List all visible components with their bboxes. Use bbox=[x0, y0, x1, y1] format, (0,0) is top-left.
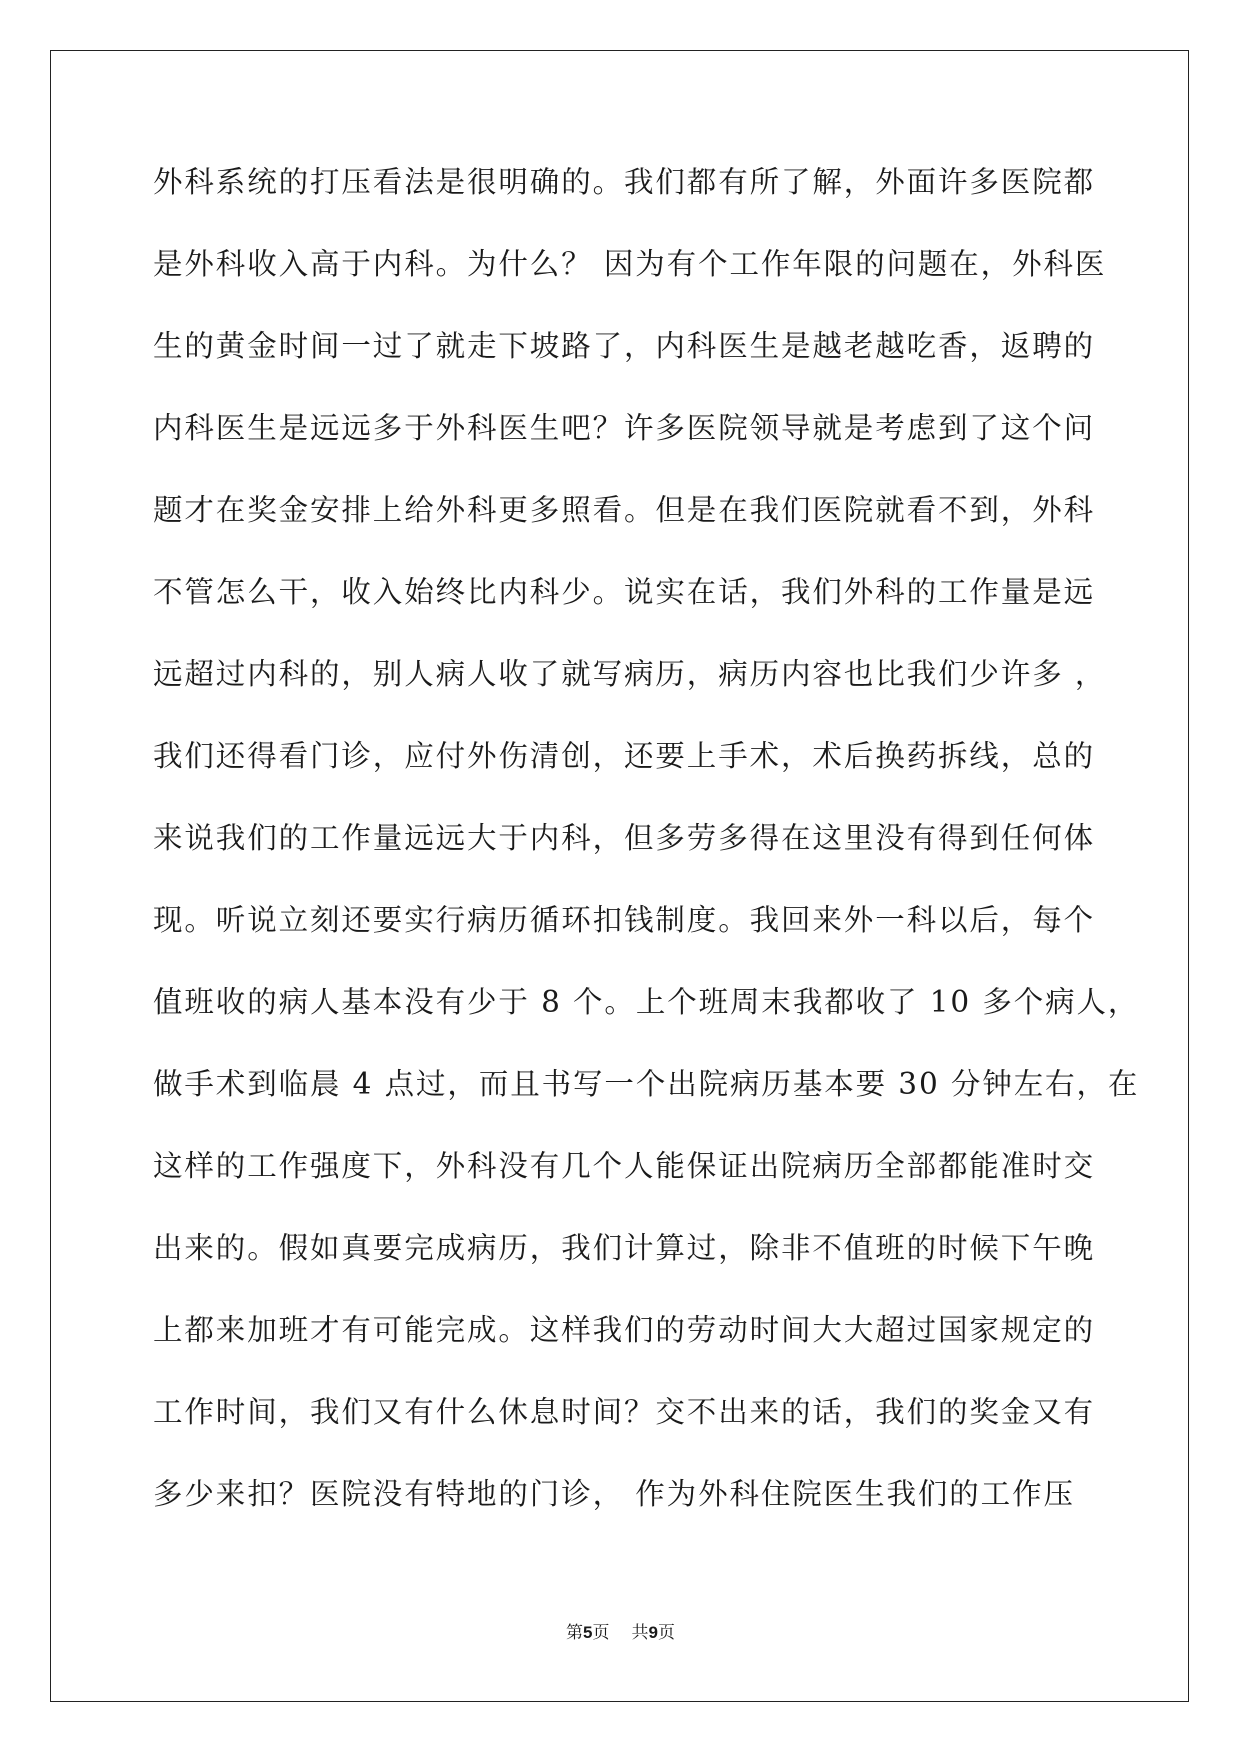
text-line: 远超过内科的，别人病人收了就写病历，病历内容也比我们少许多 ， bbox=[153, 657, 1107, 691]
text-line: 内科医生是远远多于外科医生吧？许多医院领导就是考虑到了这个问 bbox=[153, 411, 1096, 445]
text-line: 外科系统的打压看法是很明确的。我们都有所了解，外面许多医院都 bbox=[153, 165, 1096, 199]
text-line: 是外科收入高于内科。为什么？ 因为有个工作年限的问题在，外科医 bbox=[153, 247, 1107, 281]
total-prefix: 共 bbox=[631, 1623, 649, 1643]
total-suffix: 页 bbox=[657, 1623, 675, 1643]
page-prefix: 第 bbox=[566, 1623, 584, 1643]
text-line: 生的黄金时间一过了就走下坡路了，内科医生是越老越吃香，返聘的 bbox=[153, 329, 1096, 363]
body-text bbox=[153, 158, 1140, 1552]
text-line: 出来的。假如真要完成病历，我们计算过，除非不值班的时候下午晚 bbox=[153, 1231, 1096, 1265]
current-page-number: 5 bbox=[583, 1623, 593, 1642]
text-line: 多少来扣？医院没有特地的门诊， 作为外科住院医生我们的工作压 bbox=[153, 1477, 1075, 1511]
total-pages-number: 9 bbox=[648, 1623, 658, 1642]
page-footer bbox=[0, 1622, 1241, 1644]
text-line: 我们还得看门诊，应付外伤清创，还要上手术，术后换药拆线，总的 bbox=[153, 739, 1096, 773]
text-line: 来说我们的工作量远远大于内科，但多劳多得在这里没有得到任何体 bbox=[153, 821, 1096, 855]
text-line: 工作时间，我们又有什么休息时间？交不出来的话，我们的奖金又有 bbox=[153, 1395, 1096, 1429]
text-line: 现。听说立刻还要实行病历循环扣钱制度。我回来外一科以后，每个 bbox=[153, 903, 1096, 937]
text-line: 上都来加班才有可能完成。这样我们的劳动时间大大超过国家规定的 bbox=[153, 1313, 1096, 1347]
text-line: 值班收的病人基本没有少于 8 个。上个班周末我都收了 10 多个病人， bbox=[153, 985, 1140, 1019]
text-line: 不管怎么干，收入始终比内科少。说实在话，我们外科的工作量是远 bbox=[153, 575, 1096, 609]
text-line: 题才在奖金安排上给外科更多照看。但是在我们医院就看不到，外科 bbox=[153, 493, 1096, 527]
text-line: 做手术到临晨 4 点过，而且书写一个出院病历基本要 30 分钟左右，在 bbox=[153, 1067, 1140, 1101]
page-suffix: 页 bbox=[592, 1623, 610, 1643]
text-line: 这样的工作强度下，外科没有几个人能保证出院病历全部都能准时交 bbox=[153, 1149, 1096, 1183]
